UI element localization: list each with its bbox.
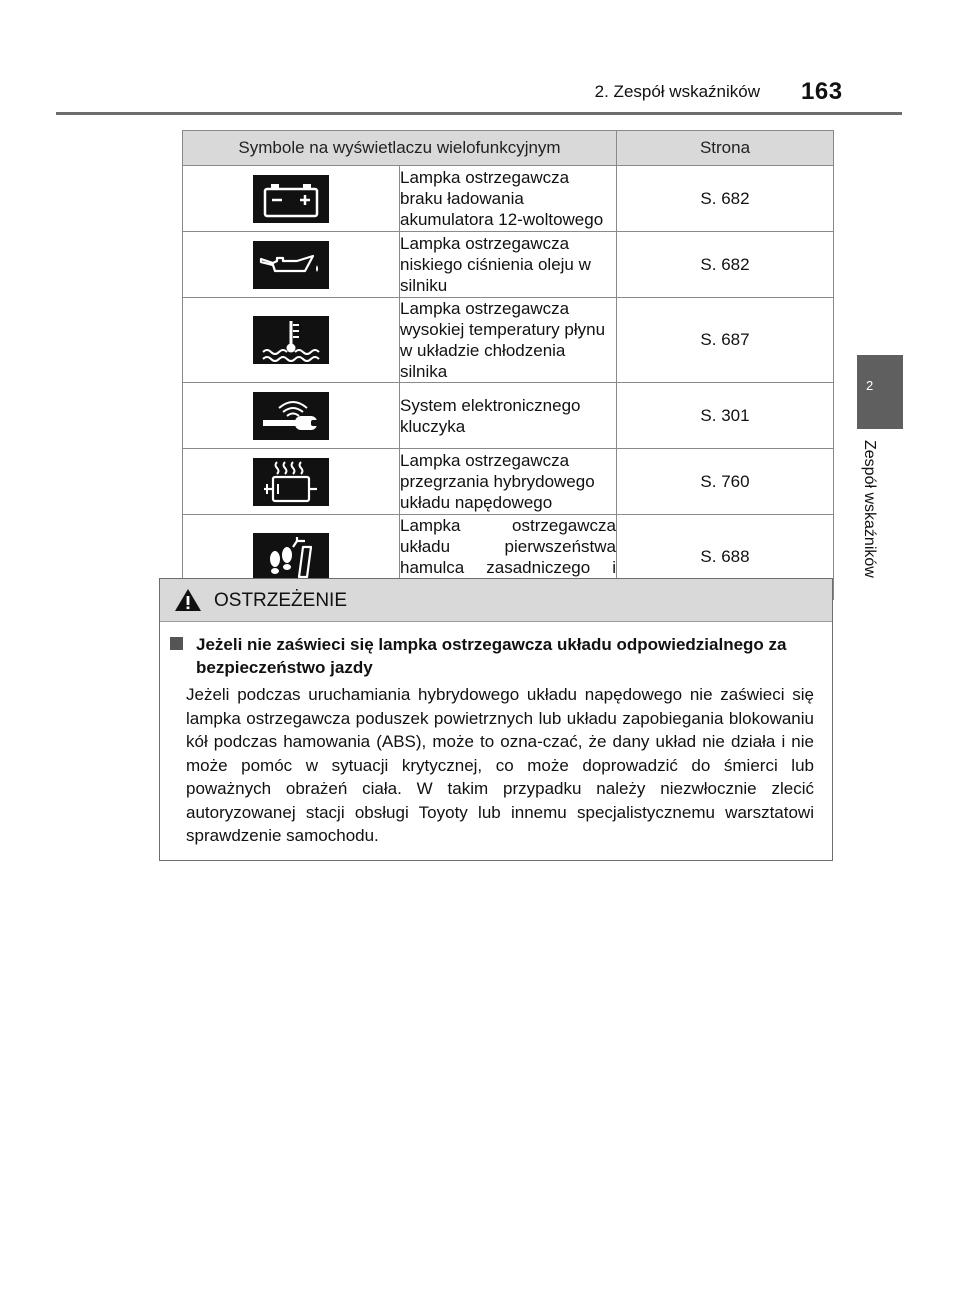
warning-triangle-icon <box>174 588 202 612</box>
table-row <box>183 449 834 515</box>
chapter-title: 2. Zespół wskaźników <box>594 82 760 101</box>
warning-title: OSTRZEŻENIE <box>214 590 348 611</box>
warning-box <box>159 578 833 861</box>
row-page-ref: S. 682 <box>617 166 834 232</box>
row-page-ref: S. 687 <box>617 298 834 383</box>
chapter-tab-number: 2 <box>866 378 874 393</box>
row-description: Lampka ostrzegawcza wysokiej temperatury płynu w układzie chłodzenia silnika <box>400 298 617 383</box>
row-description: System elektronicznego kluczyka <box>400 383 617 449</box>
chapter-side-label-text: Zespół wskaźników <box>861 440 878 578</box>
row-page-ref: S. 688 <box>617 515 834 600</box>
chapter-side-label <box>860 440 900 610</box>
warning-body: Jeżeli podczas uruchamiania hybrydowego układu napędowego nie zaświeci się lampka ostrzegawcza poduszek powietrznych lub układu zapobiegania blokowaniu kół podczas hamowania (ABS), może to ozna-czać, że dany układ nie działa i nie może pomóc w sytuacji krytycznej, co może doprowadzić do śmierci lub poważnych obrażeń ciała. W takim przypadku należy niezwłocznie zlecić autoryzowanej stacji obsługi Toyoty lub innemu specjalistycznemu warsztatowi sprawdzenie samochodu. <box>186 685 814 845</box>
smart-key-icon <box>253 392 329 440</box>
table-row <box>183 298 834 383</box>
warning-header <box>160 579 832 622</box>
row-description: Lampka ostrzegawcza przegrzania hybrydowego układu napędowego <box>400 449 617 515</box>
header-symbols: Symbole na wyświetlaczu wielofunkcyjnym <box>183 131 617 166</box>
brake-override-icon <box>253 533 329 581</box>
row-page-ref: S. 682 <box>617 232 834 298</box>
row-description: Lampka ostrzegawcza braku ładowania akumulatora 12-woltowego <box>400 166 617 232</box>
table-row <box>183 383 834 449</box>
battery-icon <box>253 175 329 223</box>
row-page-ref: S. 760 <box>617 449 834 515</box>
symbols-table <box>182 130 834 600</box>
row-description: Lampka ostrzegawcza niskiego ciśnienia oleju w silniku <box>400 232 617 298</box>
chapter-tab[interactable] <box>857 355 903 429</box>
warning-subtitle: Jeżeli nie zaświeci się lampka ostrzegawcza układu odpowiedzialnego za bezpieczeństwo jazdy <box>196 635 787 677</box>
oil-can-icon <box>253 241 329 289</box>
row-description: Lampka ostrzegawcza układu pierwszeństwa hamulca zasadniczego i <box>400 515 617 600</box>
header-page: Strona <box>617 131 834 166</box>
header-rule <box>56 112 902 115</box>
table-row <box>183 166 834 232</box>
coolant-temperature-icon <box>253 316 329 364</box>
row-page-ref: S. 301 <box>617 383 834 449</box>
square-bullet-icon <box>170 637 183 650</box>
hybrid-overheat-icon <box>253 458 329 506</box>
table-row <box>183 232 834 298</box>
page-number: 163 <box>801 78 843 105</box>
table-header-row <box>183 131 834 166</box>
